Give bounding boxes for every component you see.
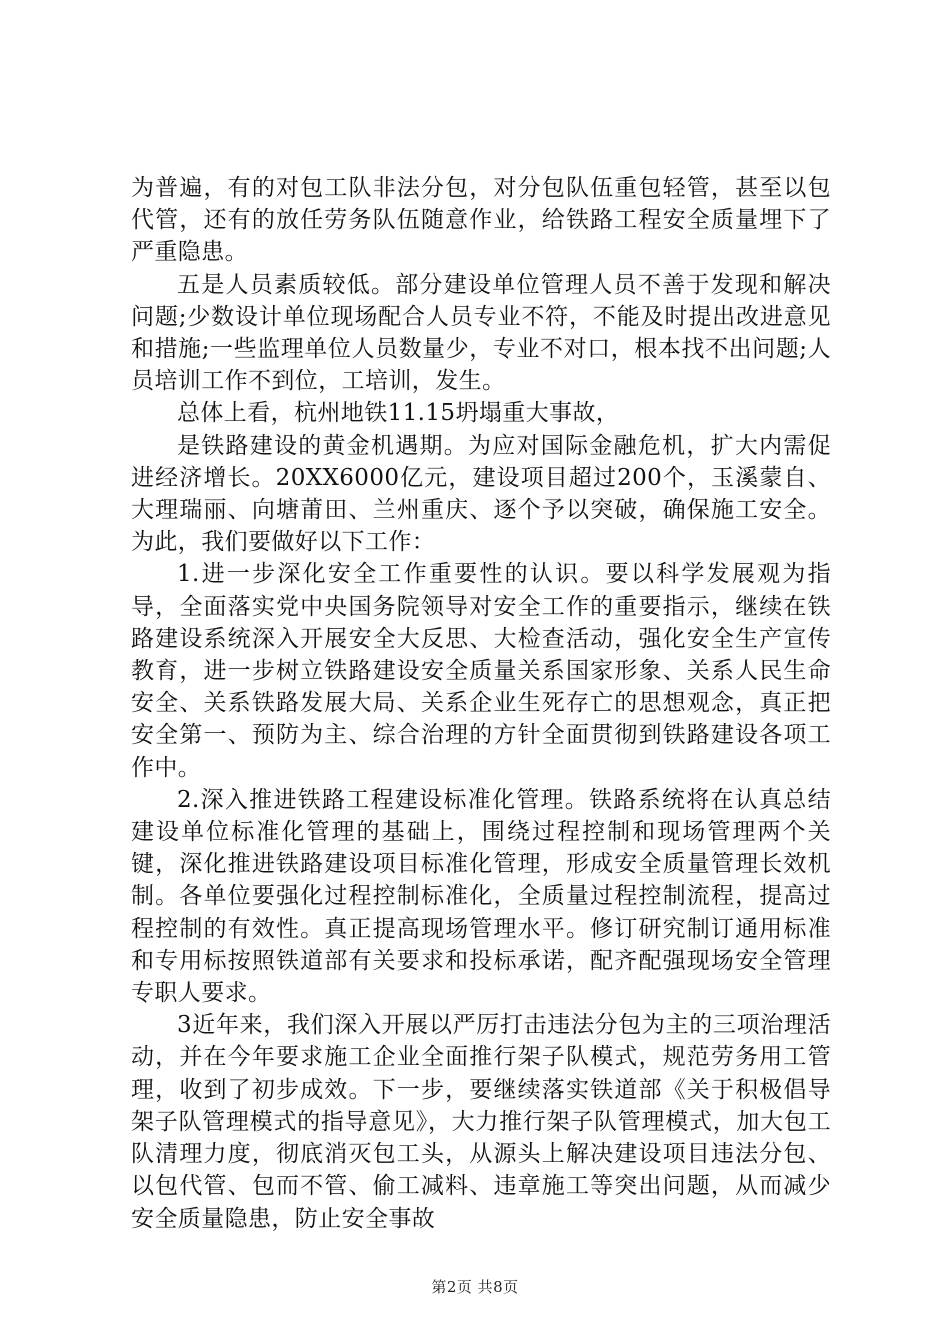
page-number-footer: 第2页 共8页 — [431, 1278, 519, 1296]
paragraph-item-2: 2.深入推进铁路工程建设标准化管理。铁路系统将在认真总结建设单位标准化管理的基础上，围绕过程控制和现场管理两个关键，深化推进铁路建设项目标准化管理，形成安全质量管理长效机制。各单位要强化过程控制标准化，全质量过程控制流程，提高过程控制的有效性。真正提高现场管理水平。修订研究制订通用标准和专用标按照铁道部有关要求和投标承诺，配齐配强现场安全管理专职人要求。 — [131, 786, 831, 1007]
paragraph-continuation: 为普遍，有的对包工队非法分包，对分包队伍重包轻管，甚至以包代管，还有的放任劳务队伍随意作业，给铁路工程安全质量埋下了严重隐患。 — [131, 175, 831, 266]
paragraph-golden-opportunity: 是铁路建设的黄金机遇期。为应对国际金融危机，扩大内需促进经济增长。20XX6000亿元，建设项目超过200个，玉溪蒙自、大理瑞丽、向塘莆田、兰州重庆、逐个予以突破，确保施工安全。为此，我们要做好以下工作： — [131, 432, 831, 556]
paragraph-overall-view: 总体上看，杭州地铁11.15坍塌重大事故， — [177, 400, 620, 427]
paragraph-item-3: 3近年来，我们深入开展以严厉打击违法分包为主的三项治理活动，并在今年要求施工企业全面推行架子队模式，规范劳务用工管理，收到了初步成效。下一步，要继续落实铁道部《关于积极倡导架子队管理模式的指导意见》，大力推行架子队管理模式，加大包工队清理力度，彻底消灭包工头，从源头上解决建设项目违法分包、以包代管、包而不管、偷工减料、违章施工等突出问题，从而减少安全质量隐患，防止安全事故 — [131, 1012, 831, 1232]
paragraph-item-1: 1.进一步深化安全工作重要性的认识。要以科学发展观为指导，全面落实党中央国务院领导对安全工作的重要指示，继续在铁路建设系统深入开展安全大反思、大检查活动，强化安全生产宣传教育，进一步树立铁路建设安全质量关系国家形象、关系人民生命安全、关系铁路发展大局、关系企业生死存亡的思想观念，真正把安全第一、预防为主、综合治理的方针全面贯彻到铁路建设各项工作中。 — [131, 561, 831, 781]
paragraph-personnel-quality: 五是人员素质较低。部分建设单位管理人员不善于发现和解决问题;少数设计单位现场配合人员专业不符，不能及时提出改进意见和措施;一些监理单位人员数量少，专业不对口，根本找不出问题;人员培训工作不到位，工培训，发生。 — [131, 271, 831, 395]
document-body — [131, 172, 831, 1235]
